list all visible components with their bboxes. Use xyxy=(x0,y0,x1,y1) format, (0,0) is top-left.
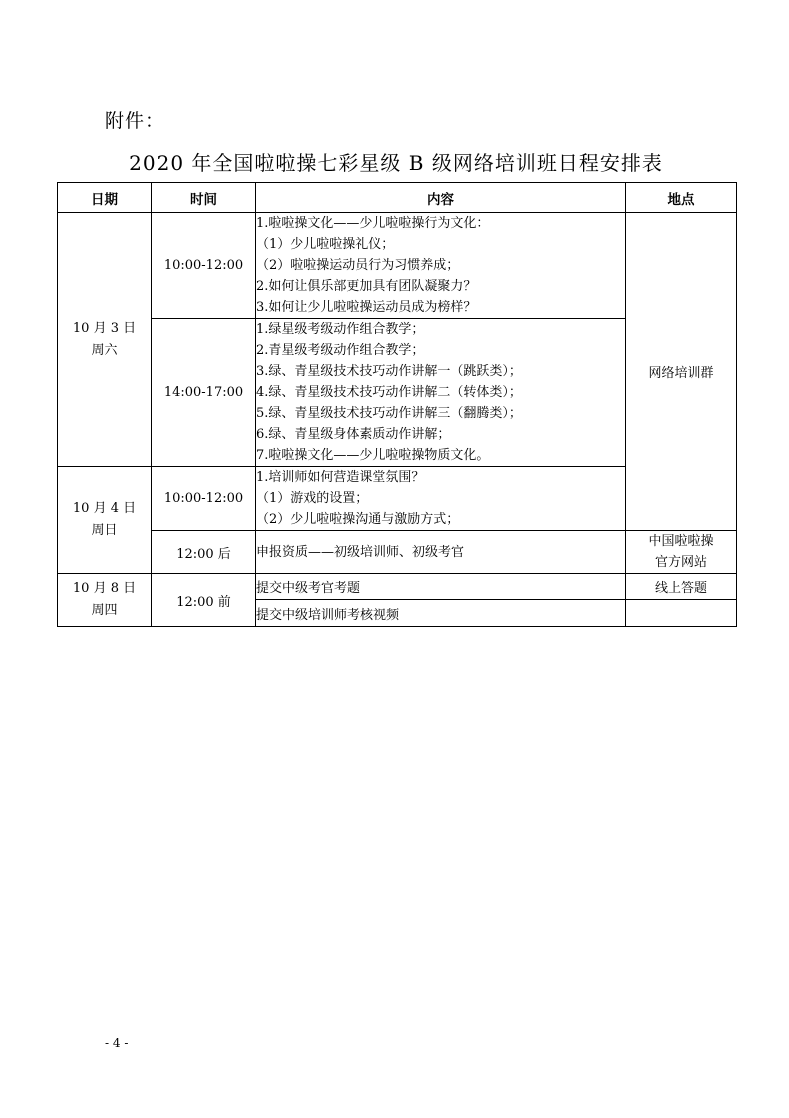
location-cell xyxy=(626,531,737,574)
header-date: 日期 xyxy=(58,183,152,213)
page-number: - 4 - xyxy=(105,1036,129,1050)
time-cell: 12:00 前 xyxy=(152,574,256,627)
location-line: 官方网站 xyxy=(654,555,707,570)
content-cell xyxy=(256,213,626,319)
attachment-label: 附件： xyxy=(105,110,166,132)
content-item: 申报资质——初级培训师、初级考官 xyxy=(256,544,465,560)
content-item: （2）啦啦操运动员行为习惯养成； xyxy=(256,258,460,273)
content-item: 3.绿、青星级技术技巧动作讲解一（跳跃类）； xyxy=(256,364,522,379)
content-item: 4.绿、青星级技术技巧动作讲解二（转体类）； xyxy=(256,385,522,400)
date-cell xyxy=(58,213,152,467)
time-cell: 12:00 后 xyxy=(152,531,256,574)
location-line: 中国啦啦操 xyxy=(648,534,714,549)
table-row xyxy=(58,531,737,574)
time-cell: 10:00-12:00 xyxy=(152,467,256,531)
location-cell xyxy=(626,600,737,627)
table-row xyxy=(58,213,737,319)
location-cell: 网络培训群 xyxy=(626,213,737,531)
content-item: （1）少儿啦啦操礼仪； xyxy=(256,237,395,252)
content-item: 6.绿、青星级身体素质动作讲解； xyxy=(256,427,451,442)
header-row xyxy=(58,183,737,213)
schedule-table xyxy=(57,182,737,627)
header-location: 地点 xyxy=(626,183,737,213)
date-text: 10 月 3 日 xyxy=(72,320,137,336)
document-title: 2020 年全国啦啦操七彩星级 B 级网络培训班日程安排表 xyxy=(129,151,663,175)
content-item: 1.啦啦操文化——少儿啦啦操行为文化： xyxy=(256,216,490,231)
header-content: 内容 xyxy=(256,183,626,213)
header-time: 时间 xyxy=(152,183,256,213)
content-cell xyxy=(256,467,626,531)
content-cell: 提交中级考官考题 xyxy=(256,574,626,600)
table-row xyxy=(58,574,737,600)
content-cell xyxy=(256,531,626,574)
weekday-text: 周六 xyxy=(91,342,118,358)
weekday-text: 周四 xyxy=(91,603,118,618)
date-cell xyxy=(58,467,152,574)
date-cell xyxy=(58,574,152,627)
content-item: 2.青星级考级动作组合教学； xyxy=(256,343,425,358)
date-text: 10 月 4 日 xyxy=(72,501,137,516)
content-item: 3.如何让少儿啦啦操运动员成为榜样？ xyxy=(256,300,477,315)
time-cell: 10:00-12:00 xyxy=(152,213,256,319)
content-item: 5.绿、青星级技术技巧动作讲解三（翻腾类）； xyxy=(256,406,522,421)
weekday-text: 周日 xyxy=(91,523,118,538)
content-item: （1）游戏的设置； xyxy=(256,491,369,506)
date-text: 10 月 8 日 xyxy=(72,581,137,596)
location-cell: 线上答题 xyxy=(626,574,737,600)
content-item: （2）少儿啦啦操沟通与激励方式； xyxy=(256,512,460,527)
content-cell xyxy=(256,319,626,467)
content-item: 7.啦啦操文化——少儿啦啦操物质文化。 xyxy=(256,448,490,463)
time-cell: 14:00-17:00 xyxy=(152,319,256,467)
content-cell: 提交中级培训师考核视频 xyxy=(256,600,626,627)
content-item: 2.如何让俱乐部更加具有团队凝聚力？ xyxy=(256,279,477,294)
content-item: 1.培训师如何营造课堂氛围？ xyxy=(256,470,425,485)
content-item: 1.绿星级考级动作组合教学； xyxy=(256,322,425,337)
